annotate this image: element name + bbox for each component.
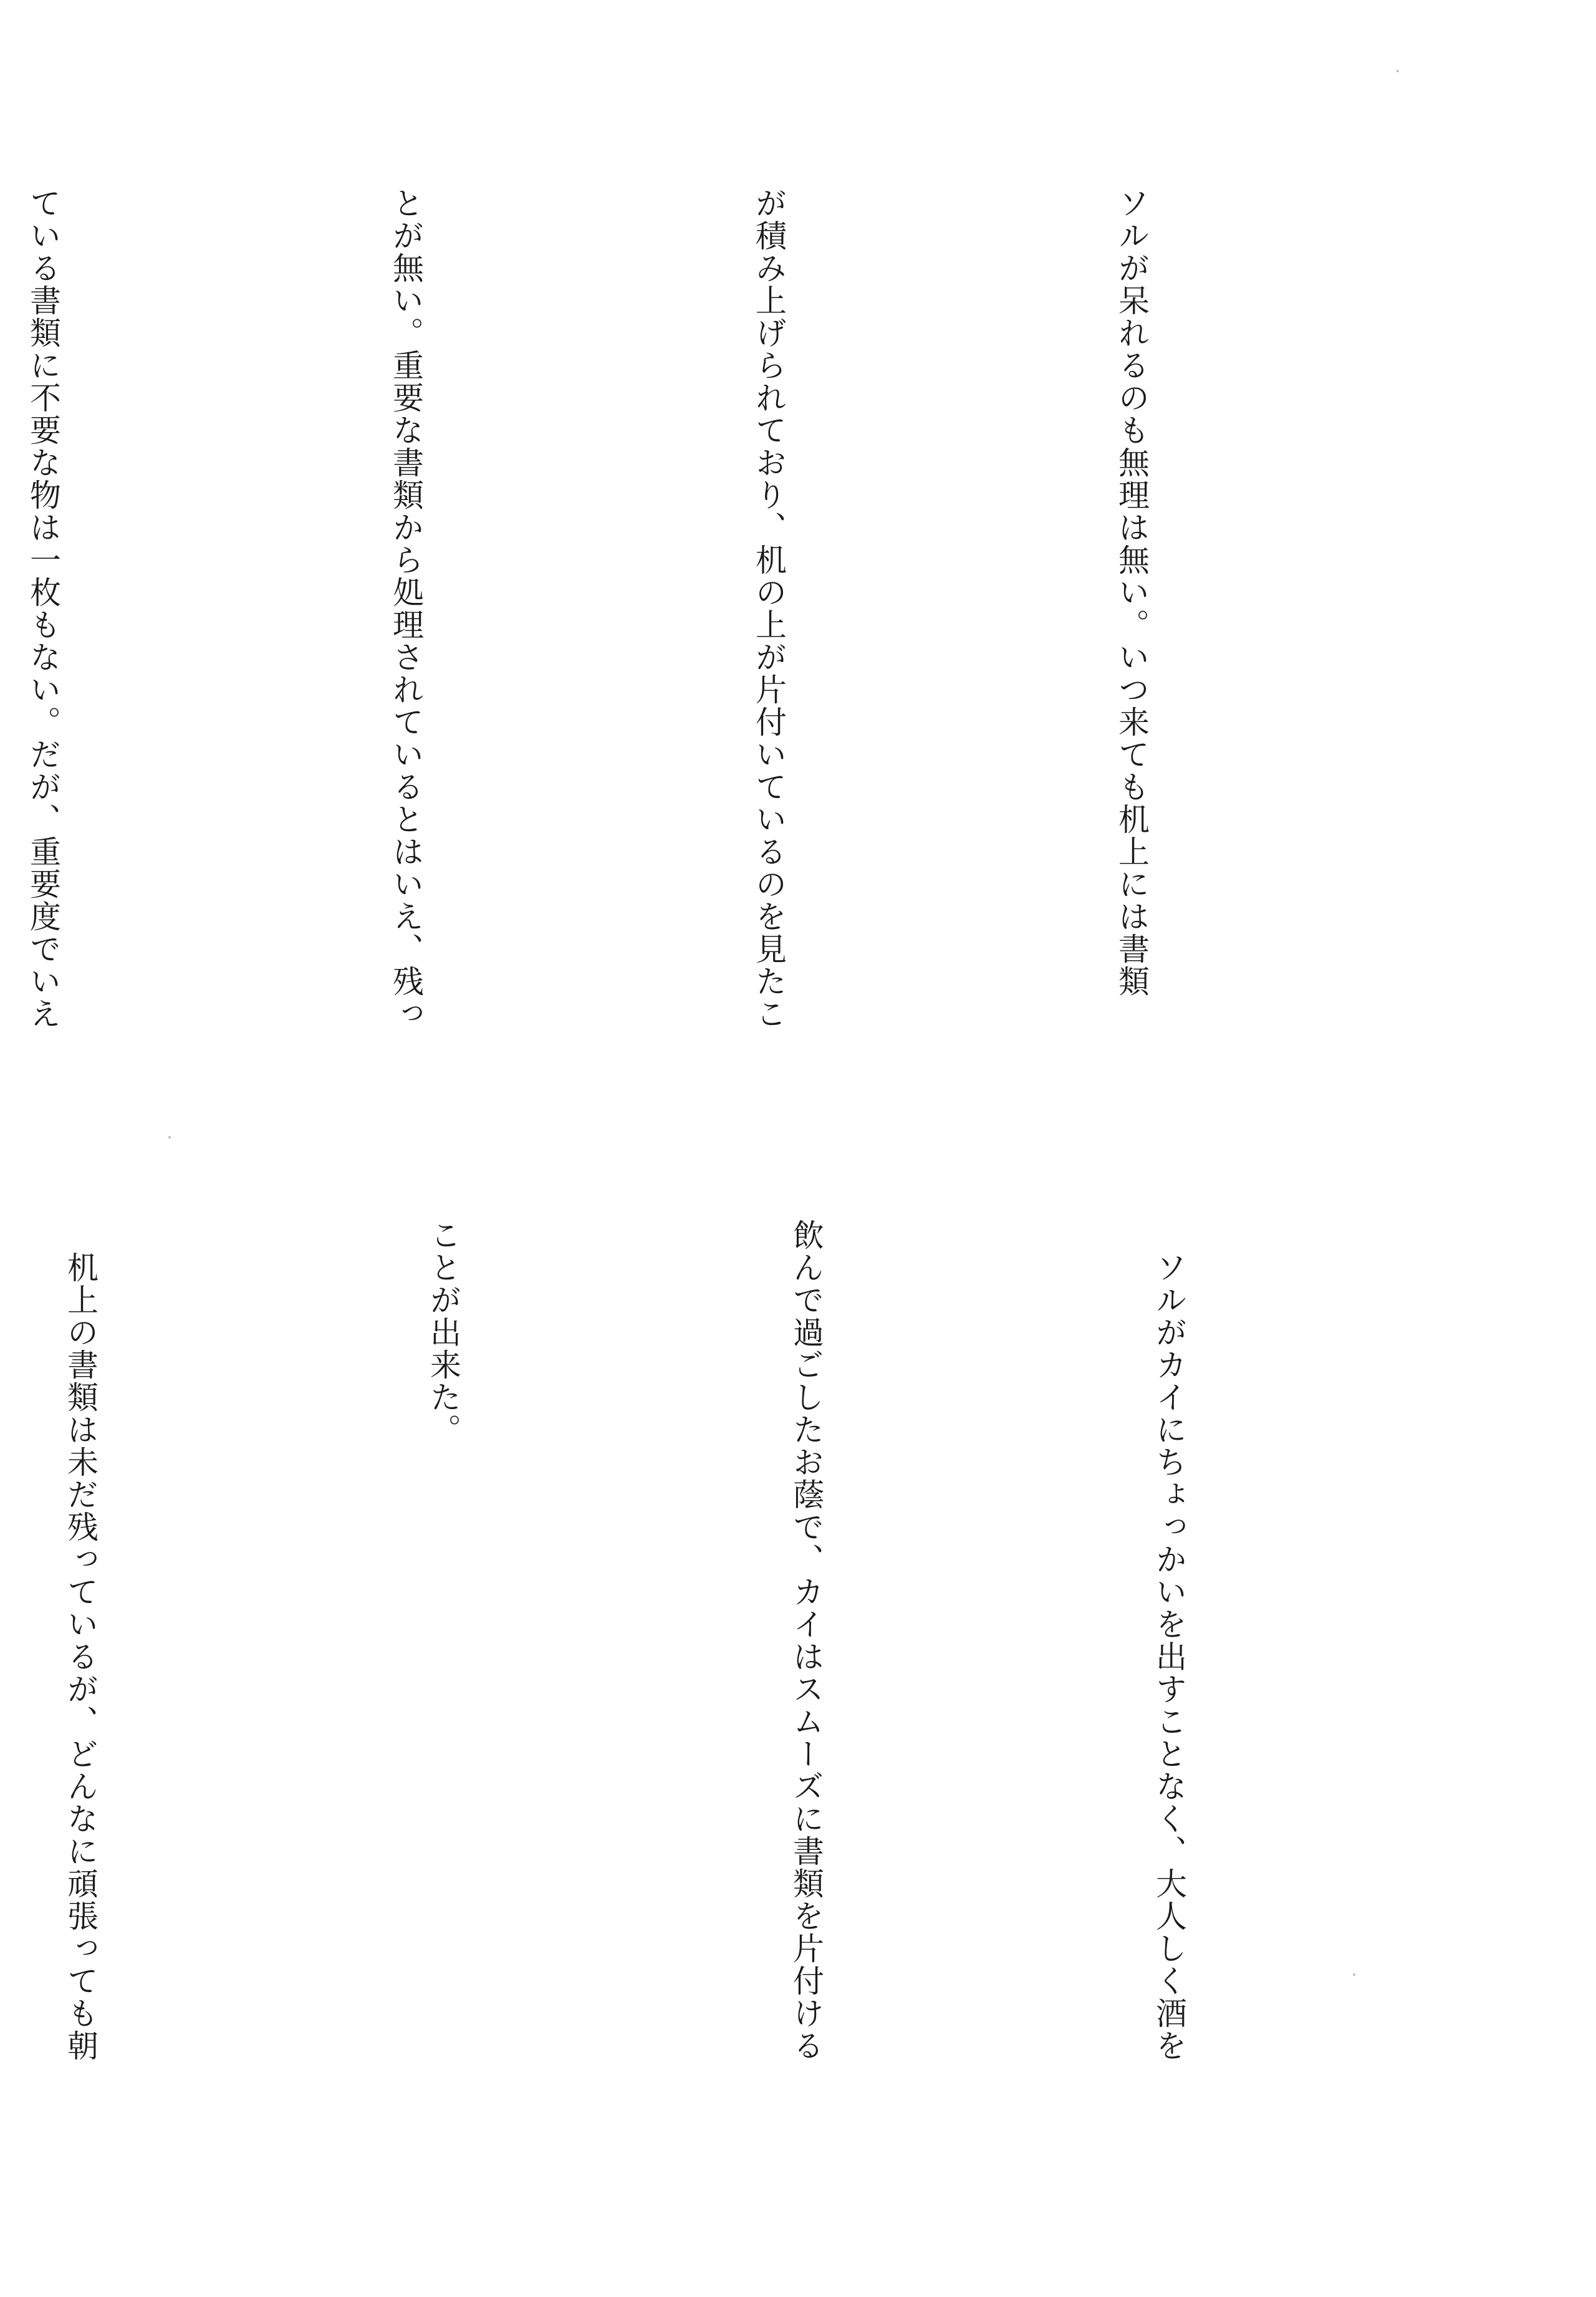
text-line: が積み上げられており、机の上が片付いているのを見たこ bbox=[751, 187, 787, 1030]
scan-speck bbox=[168, 1136, 171, 1139]
text-line: 飲んで過ごしたお蔭で、カイはスムーズに書類を片付ける bbox=[788, 1219, 824, 2062]
text-line: ことが出来た。 bbox=[425, 1219, 461, 1446]
text-line: 机上の書類は未だ残っているが、どんなに頑張っても朝 bbox=[62, 1219, 99, 2062]
scan-speck bbox=[1396, 70, 1399, 72]
scan-speck bbox=[1353, 1973, 1355, 1976]
text-line: ソルが呆れるのも無理は無い。いつ来ても机上には書類 bbox=[1113, 187, 1150, 998]
upper-text-block bbox=[25, 187, 1434, 1110]
text-line: とが無い。重要な書類から処理されているとはいえ、残っ bbox=[388, 187, 424, 1030]
text-line: ソルがカイにちょっかいを出すことなく、大人しく酒を bbox=[1151, 1219, 1187, 2062]
lower-text-block bbox=[37, 1219, 1471, 2129]
text-line: ている書類に不要な物は一枚もない。だが、重要度でいえ bbox=[25, 187, 61, 1030]
